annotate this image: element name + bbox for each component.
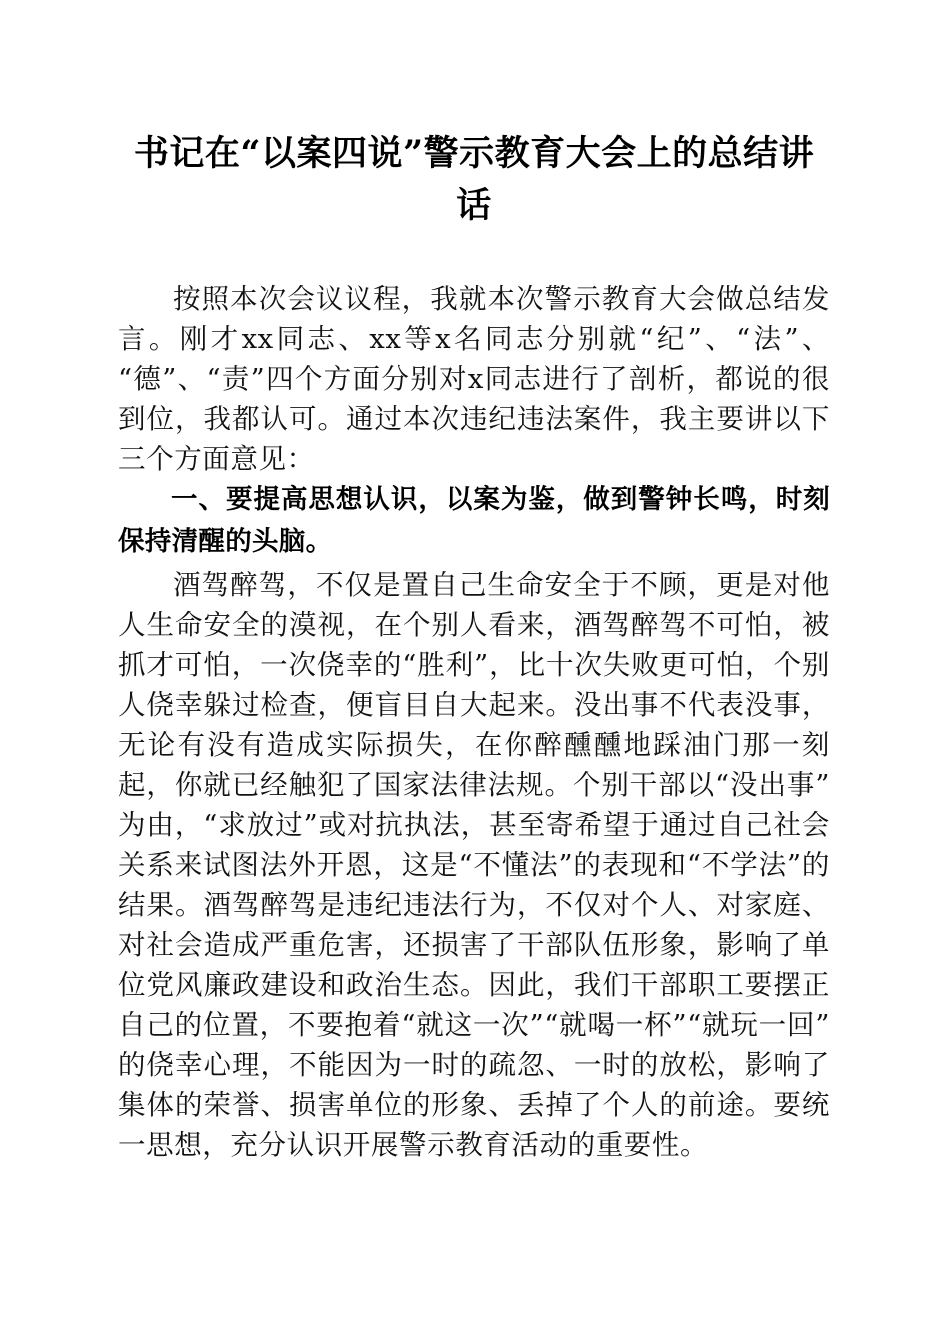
paragraph-section-one-body: 酒驾醉驾，不仅是置自己生命安全于不顾，更是对他人生命安全的漠视，在个别人看来，酒驾醉驾不可怕，被抓才可怕，一次侥幸的“胜利”，比十次失败更可怕，个别人侥幸躲过检查，便盲目自大起来。没出事不代表没事，无论有没有造成实际损失，在你醉醺醺地踩油门那一刻起，你就已经触犯了国家法律法规。个别干部以“没出事”为由，“求放过”或对抗执法，甚至寄希望于通过自己社会关系来试图法外开恩，这是“不懂法”的表现和“不学法”的结果。酒驾醉驾是违纪违法行为，不仅对个人、对家庭、对社会造成严重危害，还损害了干部队伍形象，影响了单位党风廉政建设和政治生态。因此，我们干部职工要摆正自己的位置，不要抱着“就这一次”“就喝一杯”“就玩一回”的侥幸心理，不能因为一时的疏忽、一时的放松，影响了集体的荣誉、损害单位的形象、丢掉了个人的前途。要统一思想，充分认识开展警示教育活动的重要性。 <box>118 569 830 1161</box>
page-title: 书记在“以案四说”警示教育大会上的总结讲话 <box>133 133 815 226</box>
document-body <box>118 0 830 1165</box>
section-heading-one: 一、要提高思想认识，以案为鉴，做到警钟长鸣，时刻保持清醒的头脑。 <box>118 484 830 557</box>
paragraph-intro: 按照本次会议议程，我就本次警示教育大会做总结发言。刚才xx同志、xx等x名同志分别就“纪”、“法”、“德”、“责”四个方面分别对x同志进行了剖析，都说的很到位，我都认可。通过本次违纪违法案件，我主要讲以下三个方面意见： <box>118 283 830 475</box>
